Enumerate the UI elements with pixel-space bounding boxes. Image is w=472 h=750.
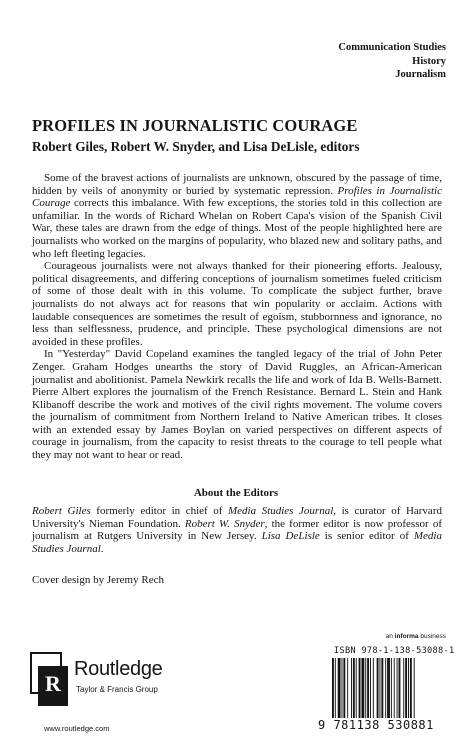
publisher-website: www.routledge.com: [44, 724, 110, 733]
text-run: corrects this imbalance. With few exceptions, the stories told in this collection are unfamiliar. In the words of Richard Whelan on Robert Capa's vision of the Spanish Civil War, these tales are drawn from the edge of things. Most of the people highlighted here are journalists who worked on the margins of popularity, who blazed new and solitary paths, and who left fleeting legacies.: [32, 197, 442, 260]
blurb-paragraph-1: [32, 172, 442, 260]
blurb-paragraph-2: Courageous journalists were not always thanked for their pioneering efforts. Jealousy, political disagreements, and differing conceptions of journalism sometimes fueled criticism of some of those dealt with in this volume. To complicate the subject further, brave journalists do not always act for reasons that win popularity or acclaim. Actions with laudable consequences are sometimes the result of egoism, stubbornness and ignorance, no less than selflessness, prudence, and principle. These psychological dimensions are not avoided in these profiles.: [32, 260, 442, 348]
text-run: formerly editor in chief of: [90, 505, 229, 517]
text-run: , is curator of Harvard University's Nieman Foundation.: [32, 505, 442, 530]
blurb-paragraph-3: In "Yesterday" David Copeland examines the tangled legacy of the trial of John Peter Zenger. Graham Hodges unearths the story of David Ruggles, an African-American journalist and abolitionist. Pamela Newkirk recalls the life and work of Ida B. Wells-Barnett. Pierre Albert explores the journalism of the French Resistance. Bernard L. Stein and Hank Klibanoff describe the work and motives of the civil rights movement. The volume covers the journalism of commitment from Northern Ireland to Native American tribes. It closes with an extended essay by James Boylan on varied perspectives on different aspects of courage in journalism, from the capacity to resist threats to the courage to tell people what they may not want to hear or read.: [32, 348, 442, 462]
cover-design-credit: Cover design by Jeremy Rech: [32, 574, 164, 586]
italic-run: Robert Giles: [32, 505, 91, 517]
subject-history: History: [412, 55, 446, 67]
italic-run: Robert W. Snyder: [184, 517, 265, 530]
informa-suffix: business: [418, 633, 446, 640]
text-run: Some of the bravest actions of journalists are unknown, obscured by the passage of time, hidden by veils of anonymity or buried by systematic repression.: [32, 172, 442, 197]
italic-run: Profiles in Journalistic Courage: [32, 184, 442, 210]
svg-text:R: R: [45, 671, 61, 696]
text-run: is senior editor of: [319, 530, 414, 543]
subject-journalism: Journalism: [395, 69, 446, 80]
subject-categories: [338, 41, 446, 82]
publisher-name: Routledge: [74, 658, 163, 680]
barcode-digits: 9 781138 530881: [318, 718, 434, 732]
isbn-label: ISBN 978-1-138-53088-1: [334, 646, 455, 656]
barcode-icon: [330, 658, 446, 718]
italic-run: Media Studies Journal: [228, 505, 334, 517]
informa-brand: informa: [394, 633, 419, 640]
about-editors-heading: About the Editors: [193, 487, 279, 499]
informa-business-tag: [386, 633, 446, 640]
italic-run: Media Studies Journal: [32, 530, 442, 555]
informa-prefix: an: [385, 633, 395, 640]
book-editors: Robert Giles, Robert W. Snyder, and Lisa DeLisle, editors: [32, 139, 360, 154]
text-run: , the former editor is now professor of journalism at Rutgers University in New Jersey.: [32, 517, 442, 543]
blurb: [32, 172, 442, 462]
italic-run: Lisa DeLisle: [261, 530, 320, 543]
routledge-logo-icon: [30, 652, 70, 708]
about-editors-text: [32, 505, 442, 555]
publisher-logo: [30, 652, 200, 712]
book-title: PROFILES IN JOURNALISTIC COURAGE: [32, 116, 358, 135]
text-run: .: [100, 542, 104, 555]
publisher-group: Taylor & Francis Group: [76, 685, 158, 694]
subject-communication-studies: Communication Studies: [338, 42, 446, 53]
